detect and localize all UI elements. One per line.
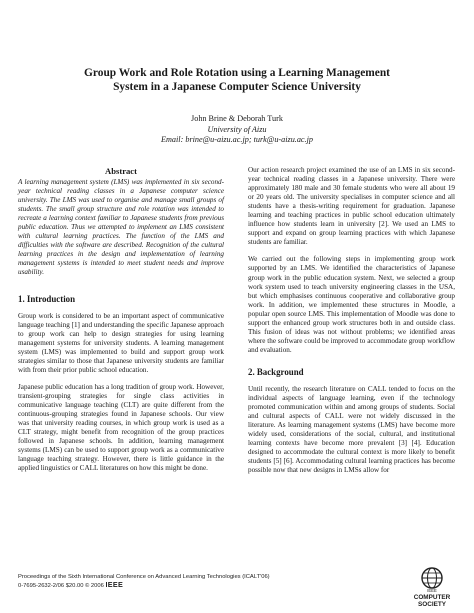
title-line-2: System in a Japanese Computer Science University — [113, 81, 361, 93]
author-block — [40, 114, 434, 146]
abstract-heading: Abstract — [105, 166, 137, 176]
computer-society-logo — [408, 566, 456, 610]
logo-line-2: SOCIETY — [417, 600, 447, 608]
author-affiliation: University of Aizu — [207, 124, 267, 134]
globe-icon — [408, 566, 456, 590]
right-paragraph-2: We carried out the following steps in implementing group work supported by an LMS. We identified the characteristics of Japanese group work in the public education system. Next, we selected a group work system used to teach university engineering classes in the USA, but which emphasises continuous cooperative and collaborative group work. In addition, we implemented these structures in Moodle, a popular open source LMS. This implementation of Moodle was done to support the enhanced group work structures both in and outside class. This fusion of ideas was not without problems; we identified areas where the software could be improved to accommodate group workflow and evaluation. — [248, 255, 455, 354]
proceedings-footer — [18, 573, 398, 590]
ieee-mark: IEEE — [105, 580, 124, 589]
section-1-paragraph-1: Group work is considered to be an important aspect of communicative language teaching [1] and understanding the specific Japanese approach to group work can help to design strategies for using learning management systems for university students. A learning management system (LMS) was implemented to build and support group work strategies similar to those that Japanese university students are familiar with from their prior public school education. — [18, 311, 224, 374]
footer-proceedings-line: Proceedings of the Sixth International Conference on Advanced Learning Technologies (ICALT'06) — [18, 574, 270, 580]
section-1-heading: 1. Introduction — [18, 293, 76, 304]
logo-text — [408, 588, 456, 608]
abstract-text: A learning management system (LMS) was implemented in six second-year technical reading classes in a Japanese computer science university. The LMS was used to organise and manage small groups of students. The small group structure and role rotation was intended to recreate a learning context familiar to Japanese students from previous public education. Thus we attempted to implement an LMS consistent with cultural learning practices. The function of the LMS and difficulties with the software are described. Recognition of the cultural learning practices in the design and implementation of learning management systems is intended to meet student needs and improve usability. — [18, 178, 224, 277]
left-column — [18, 166, 224, 473]
author-names: John Brine & Deborah Turk — [191, 114, 283, 123]
section-1-paragraph-2: Japanese public education has a long tradition of group work. However, transient-grouping strategies for single class activities in communicative language teaching (CLT) are quite different from the continuous-grouping strategies found in Japanese schools. Our view was that university reading courses, in which group work is used as a CLT strategy, might benefit from recognition of the group practices followed in Japanese schools. In addition, learning management systems (LMS) can be used to support group work as a communicative language teaching strategy. However, there is little guidance in the applied linguistics or CALL literatures on how this might be done. — [18, 382, 224, 473]
logo-small-text: IEEE — [427, 588, 437, 593]
footer-isbn-line — [18, 581, 398, 590]
title-line-1: Group Work and Role Rotation using a Learning Management — [84, 67, 390, 79]
section-2-heading: 2. Background — [248, 366, 304, 377]
footer-isbn: 0-7695-2632-2/06 $20.00 © 2006 — [18, 583, 104, 589]
author-email: Email: brine@u-aizu.ac.jp; turk@u-aizu.ac.jp — [161, 135, 313, 144]
right-paragraph-1: Our action research project examined the use of an LMS in six second-year technical reading classes in a Japanese university. There were approximately 180 male and 30 female students who were all about 19 or 20 years old. The university specialises in computer science and all students have a thesis-writing requirement for graduation. Japanese learning and teaching practices in public school education ultimately influence how students learn in university [2]. We used an LMS to support and expand on group learning practices with which Japanese students are familiar. — [248, 166, 455, 247]
logo-line-1: COMPUTER — [413, 593, 451, 601]
right-column — [248, 166, 455, 475]
section-2-paragraph-1: Until recently, the research literature on CALL tended to focus on the individual aspects of language learning, even if the technology promoted communication within and among groups of students. Social and cultural aspects of CALL were not widely discussed in the literature. As learning management systems (LMS) have become more widely used, considerations of the social, cultural, and institutional learning contexts have become more prevalent [3] [4]. Education designed to accommodate the cultural context is more likely to benefit students [5] [6]. Accommodating cultural learning practices has become possible now that new designs in LMSs allow for — [248, 384, 455, 475]
paper-title — [40, 66, 434, 94]
